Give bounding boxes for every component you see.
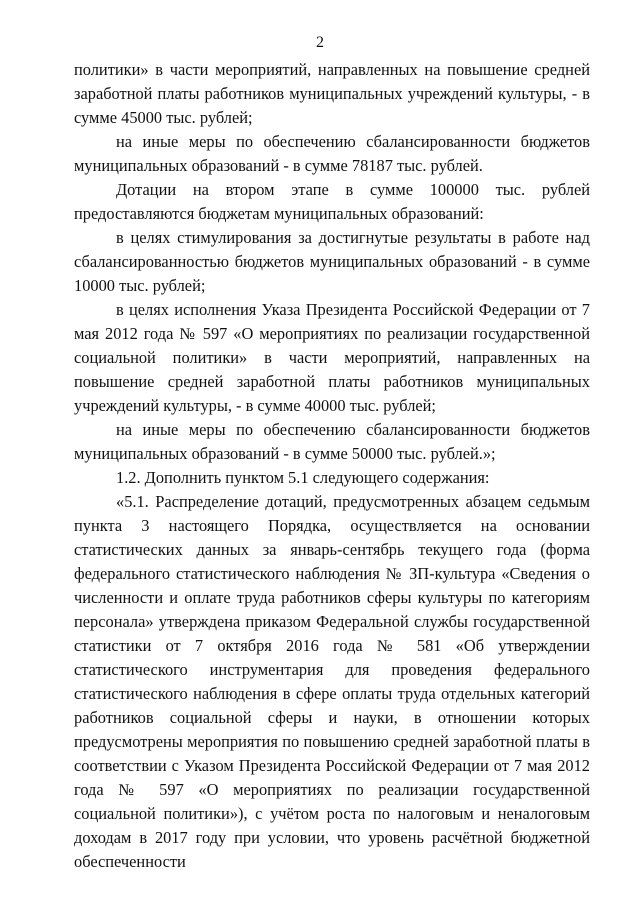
paragraph-second-stage: Дотации на втором этапе в сумме 100000 тыс. рублей предоставляются бюджетам муниципальных образований: bbox=[74, 180, 590, 223]
paragraph-other-measures-78187: на иные меры по обеспечению сбалансированности бюджетов муниципальных образований - в сумме 78187 тыс. рублей. bbox=[74, 132, 590, 175]
paragraph-continuation: политики» в части мероприятий, направленных на повышение средней заработной платы работников муниципальных учреждений культуры, - в сумме 45000 тыс. рублей; bbox=[74, 60, 590, 127]
page-number: 2 bbox=[316, 34, 324, 51]
paragraph-other-measures-50000: на иные меры по обеспечению сбалансированности бюджетов муниципальных образований - в сумме 50000 тыс. рублей.»; bbox=[74, 420, 590, 463]
paragraph-stimulation: в целях стимулирования за достигнутые результаты в работе над сбалансированностью бюджетов муниципальных образований - в сумме 10000 тыс. рублей; bbox=[74, 228, 590, 295]
paragraph-decree-597: в целях исполнения Указа Президента Российской Федерации от 7 мая 2012 года № 597 «О мероприятиях по реализации государственной социальной политики» в части мероприятий, направленных на повышение средней заработной платы работников муниципальных учреждений культуры, - в сумме 40000 тыс. рублей; bbox=[74, 300, 590, 415]
document-body bbox=[74, 58, 590, 874]
paragraph-item-5-1: «5.1. Распределение дотаций, предусмотренных абзацем седьмым пункта 3 настоящего Порядка, осуществляется на основании статистических данных за январь-сентябрь текущего года (форма федерального статистического наблюдения № ЗП-культура «Сведения о численности и оплате труда работников сферы культуры по категориям персонала» утверждена приказом Федеральной службы государственной статистики от 7 октября 2016 года № 581 «Об утверждении статистического инструментария для проведения федерального статистического наблюдения в сфере оплаты труда отдельных категорий работников социальной сферы и науки, в отношении которых предусмотрены мероприятия по повышению средней заработной платы в соответствии с Указом Президента Российской Федерации от 7 мая 2012 года № 597 «О мероприятиях по реализации государственной социальной политики»), с учётом роста по налоговым и неналоговым доходам в 2017 году при условии, что уровень расчётной бюджетной обеспеченности bbox=[74, 492, 590, 871]
paragraph-item-1-2: 1.2. Дополнить пунктом 5.1 следующего содержания: bbox=[116, 468, 490, 487]
